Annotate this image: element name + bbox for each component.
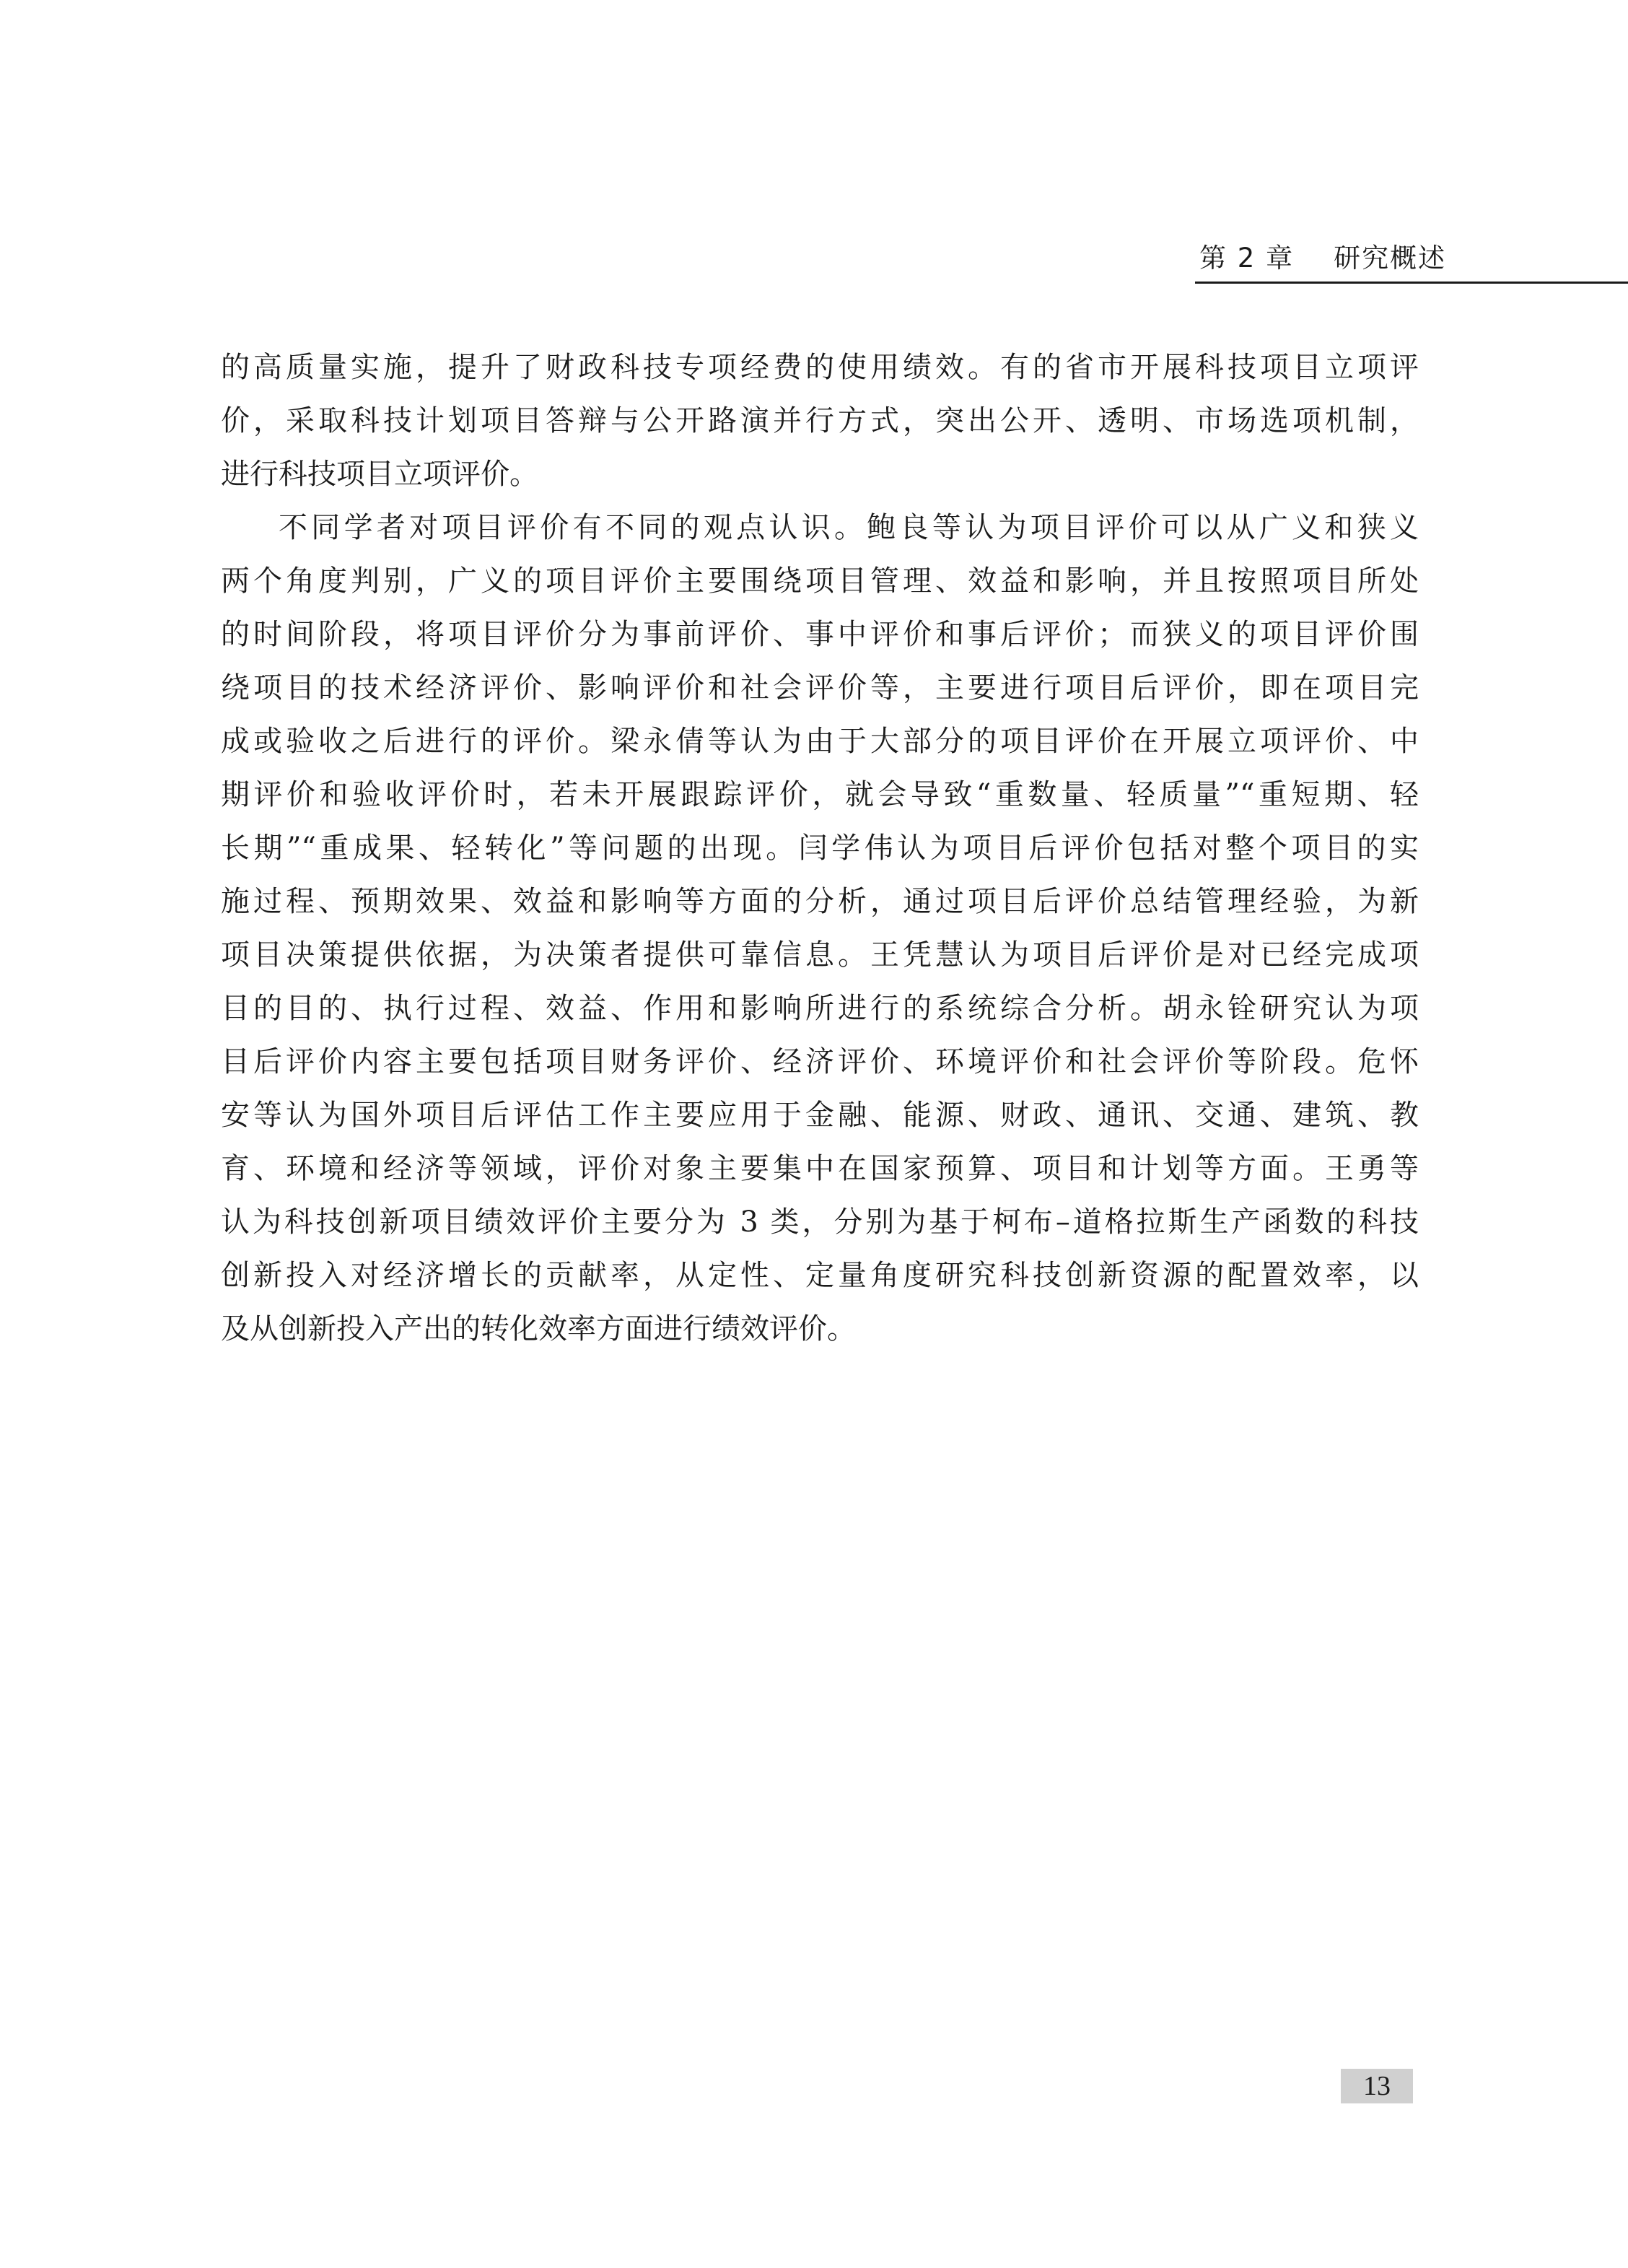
text-line: 两个角度判别，广义的项目评价主要围绕项目管理、效益和影响，并且按照项目所处 [221,564,1419,598]
text-line: 创新投入对经济增长的贡献率，从定性、定量角度研究科技创新资源的配置效率，以 [221,1259,1419,1292]
paragraph [221,501,1419,1356]
text-line: 认为科技创新项目绩效评价主要分为 3 类，分别为基于柯布–道格拉斯生产函数的科技 [221,1205,1419,1239]
text-line: 成或验收之后进行的评价。梁永倩等认为由于大部分的项目评价在开展立项评价、中 [221,725,1419,758]
running-header [1195,243,1628,286]
page-number-box [1341,2069,1413,2103]
body-text [221,341,1419,1356]
text-line: 绕项目的技术经济评价、影响评价和社会评价等，主要进行项目后评价，即在项目完 [221,671,1419,705]
text-line: 施过程、预期效果、效益和影响等方面的分析，通过项目后评价总结管理经验，为新 [221,885,1419,918]
text-line: 目后评价内容主要包括项目财务评价、经济评价、环境评价和社会评价等阶段。危怀 [221,1045,1419,1078]
text-line: 的时间阶段，将项目评价分为事前评价、事中评价和事后评价；而狭义的项目评价围 [221,618,1419,651]
text-line: 不同学者对项目评价有不同的观点认识。鲍良等认为项目评价可以从广义和狭义 [279,511,1419,544]
text-line: 的高质量实施，提升了财政科技专项经费的使用绩效。有的省市开展科技项目立项评 [221,351,1419,384]
text-line: 安等认为国外项目后评估工作主要应用于金融、能源、财政、通讯、交通、建筑、教 [221,1099,1419,1132]
text-line: 及从创新投入产出的转化效率方面进行绩效评价。 [221,1312,856,1345]
header-rule [1195,282,1628,284]
text-line: 长期”“重成果、轻转化”等问题的出现。闫学伟认为项目后评价包括对整个项目的实 [221,832,1419,865]
paragraph [221,341,1419,501]
text-line: 目的目的、执行过程、效益、作用和影响所进行的系统综合分析。胡永铨研究认为项 [221,992,1419,1025]
text-line: 价，采取科技计划项目答辩与公开路演并行方式，突出公开、透明、市场选项机制， [221,404,1419,437]
text-line: 期评价和验收评价时，若未开展跟踪评价，就会导致“重数量、轻质量”“重短期、轻 [221,778,1419,811]
text-line: 进行科技项目立项评价。 [221,458,538,491]
text-line: 项目决策提供依据，为决策者提供可靠信息。王凭慧认为项目后评价是对已经完成项 [221,938,1419,972]
text-line: 育、环境和经济等领域，评价对象主要集中在国家预算、项目和计划等方面。王勇等 [221,1152,1419,1185]
page-number: 13 [1363,2071,1391,2101]
chapter-title: 第 2 章 研究概述 [1199,243,1447,274]
